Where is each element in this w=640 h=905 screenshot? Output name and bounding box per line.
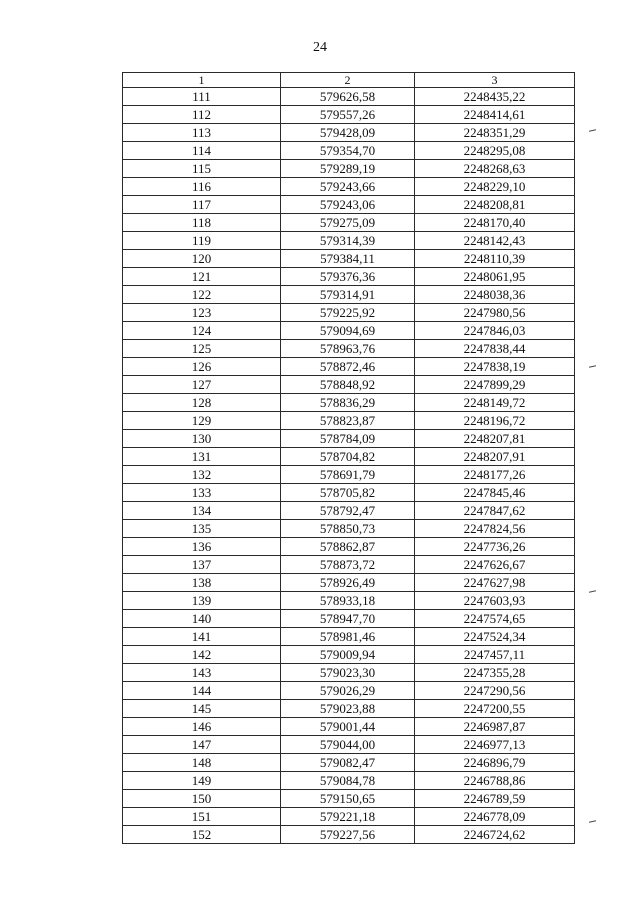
y-coordinate-cell: 2246987,87 xyxy=(415,718,575,736)
y-coordinate-cell: 2248142,43 xyxy=(415,232,575,250)
y-coordinate-cell: 2247290,56 xyxy=(415,682,575,700)
point-number-cell: 120 xyxy=(123,250,281,268)
x-coordinate-cell: 578850,73 xyxy=(281,520,415,538)
point-number-cell: 111 xyxy=(123,88,281,106)
y-coordinate-cell: 2246724,62 xyxy=(415,826,575,844)
x-coordinate-cell: 578963,76 xyxy=(281,340,415,358)
x-coordinate-cell: 579023,30 xyxy=(281,664,415,682)
y-coordinate-cell: 2247355,28 xyxy=(415,664,575,682)
point-number-cell: 115 xyxy=(123,160,281,178)
point-number-cell: 113 xyxy=(123,124,281,142)
table-row xyxy=(123,790,575,808)
x-coordinate-cell: 578872,46 xyxy=(281,358,415,376)
point-number-cell: 149 xyxy=(123,772,281,790)
x-coordinate-cell: 578705,82 xyxy=(281,484,415,502)
table-row xyxy=(123,448,575,466)
y-coordinate-cell: 2246977,13 xyxy=(415,736,575,754)
y-coordinate-cell: 2248207,81 xyxy=(415,430,575,448)
y-coordinate-cell: 2247980,56 xyxy=(415,304,575,322)
point-number-cell: 136 xyxy=(123,538,281,556)
x-coordinate-cell: 579384,11 xyxy=(281,250,415,268)
margin-mark xyxy=(589,820,596,822)
point-number-cell: 146 xyxy=(123,718,281,736)
point-number-cell: 125 xyxy=(123,340,281,358)
y-coordinate-cell: 2248110,39 xyxy=(415,250,575,268)
point-number-cell: 135 xyxy=(123,520,281,538)
point-number-cell: 143 xyxy=(123,664,281,682)
table-row xyxy=(123,124,575,142)
y-coordinate-cell: 2247627,98 xyxy=(415,574,575,592)
x-coordinate-cell: 579094,69 xyxy=(281,322,415,340)
point-number-cell: 122 xyxy=(123,286,281,304)
y-coordinate-cell: 2246789,59 xyxy=(415,790,575,808)
table-row xyxy=(123,286,575,304)
table-row xyxy=(123,340,575,358)
point-number-cell: 129 xyxy=(123,412,281,430)
point-number-cell: 141 xyxy=(123,628,281,646)
y-coordinate-cell: 2247626,67 xyxy=(415,556,575,574)
column-header-1: 1 xyxy=(123,73,281,88)
table-row xyxy=(123,754,575,772)
point-number-cell: 133 xyxy=(123,484,281,502)
table-row xyxy=(123,772,575,790)
y-coordinate-cell: 2247574,65 xyxy=(415,610,575,628)
point-number-cell: 145 xyxy=(123,700,281,718)
x-coordinate-cell: 579026,29 xyxy=(281,682,415,700)
y-coordinate-cell: 2247736,26 xyxy=(415,538,575,556)
table-row xyxy=(123,610,575,628)
x-coordinate-cell: 578823,87 xyxy=(281,412,415,430)
point-number-cell: 119 xyxy=(123,232,281,250)
x-coordinate-cell: 579314,39 xyxy=(281,232,415,250)
x-coordinate-cell: 579376,36 xyxy=(281,268,415,286)
y-coordinate-cell: 2247200,55 xyxy=(415,700,575,718)
point-number-cell: 137 xyxy=(123,556,281,574)
table-row xyxy=(123,628,575,646)
table-row xyxy=(123,538,575,556)
x-coordinate-cell: 579243,06 xyxy=(281,196,415,214)
x-coordinate-cell: 578704,82 xyxy=(281,448,415,466)
margin-mark xyxy=(589,590,596,592)
point-number-cell: 130 xyxy=(123,430,281,448)
x-coordinate-cell: 579243,66 xyxy=(281,178,415,196)
x-coordinate-cell: 579354,70 xyxy=(281,142,415,160)
table-row xyxy=(123,268,575,286)
table-row xyxy=(123,214,575,232)
x-coordinate-cell: 578981,46 xyxy=(281,628,415,646)
table-row xyxy=(123,232,575,250)
point-number-cell: 124 xyxy=(123,322,281,340)
table-row xyxy=(123,322,575,340)
y-coordinate-cell: 2248229,10 xyxy=(415,178,575,196)
y-coordinate-cell: 2248207,91 xyxy=(415,448,575,466)
table-row xyxy=(123,592,575,610)
x-coordinate-cell: 579001,44 xyxy=(281,718,415,736)
y-coordinate-cell: 2247524,34 xyxy=(415,628,575,646)
x-coordinate-cell: 578873,72 xyxy=(281,556,415,574)
table-row xyxy=(123,700,575,718)
header-row xyxy=(123,73,575,88)
table-row xyxy=(123,520,575,538)
point-number-cell: 134 xyxy=(123,502,281,520)
y-coordinate-cell: 2248295,08 xyxy=(415,142,575,160)
x-coordinate-cell: 579225,92 xyxy=(281,304,415,322)
x-coordinate-cell: 579221,18 xyxy=(281,808,415,826)
y-coordinate-cell: 2248351,29 xyxy=(415,124,575,142)
y-coordinate-cell: 2247457,11 xyxy=(415,646,575,664)
table-row xyxy=(123,88,575,106)
x-coordinate-cell: 578836,29 xyxy=(281,394,415,412)
x-coordinate-cell: 579557,26 xyxy=(281,106,415,124)
x-coordinate-cell: 579275,09 xyxy=(281,214,415,232)
y-coordinate-cell: 2248268,63 xyxy=(415,160,575,178)
y-coordinate-cell: 2246778,09 xyxy=(415,808,575,826)
table-row xyxy=(123,502,575,520)
x-coordinate-cell: 579009,94 xyxy=(281,646,415,664)
y-coordinate-cell: 2248177,26 xyxy=(415,466,575,484)
x-coordinate-cell: 578848,92 xyxy=(281,376,415,394)
x-coordinate-cell: 579044,00 xyxy=(281,736,415,754)
page-number: 24 xyxy=(313,40,327,55)
table-row xyxy=(123,412,575,430)
column-header-2: 2 xyxy=(281,73,415,88)
y-coordinate-cell: 2247847,62 xyxy=(415,502,575,520)
y-coordinate-cell: 2247824,56 xyxy=(415,520,575,538)
table-row xyxy=(123,250,575,268)
table-row xyxy=(123,682,575,700)
point-number-cell: 126 xyxy=(123,358,281,376)
margin-mark xyxy=(589,129,596,131)
point-number-cell: 128 xyxy=(123,394,281,412)
table-row xyxy=(123,160,575,178)
point-number-cell: 152 xyxy=(123,826,281,844)
y-coordinate-cell: 2247845,46 xyxy=(415,484,575,502)
table-row xyxy=(123,826,575,844)
coordinates-table xyxy=(122,72,575,844)
x-coordinate-cell: 579082,47 xyxy=(281,754,415,772)
x-coordinate-cell: 579626,58 xyxy=(281,88,415,106)
y-coordinate-cell: 2248061,95 xyxy=(415,268,575,286)
point-number-cell: 138 xyxy=(123,574,281,592)
column-header-3: 3 xyxy=(415,73,575,88)
table-header xyxy=(123,73,575,88)
table-row xyxy=(123,394,575,412)
table-row xyxy=(123,646,575,664)
point-number-cell: 117 xyxy=(123,196,281,214)
point-number-cell: 123 xyxy=(123,304,281,322)
table-body xyxy=(123,88,575,844)
y-coordinate-cell: 2247838,44 xyxy=(415,340,575,358)
table-row xyxy=(123,142,575,160)
y-coordinate-cell: 2248038,36 xyxy=(415,286,575,304)
x-coordinate-cell: 578933,18 xyxy=(281,592,415,610)
table-row xyxy=(123,556,575,574)
table-row xyxy=(123,106,575,124)
point-number-cell: 127 xyxy=(123,376,281,394)
point-number-cell: 139 xyxy=(123,592,281,610)
y-coordinate-cell: 2248149,72 xyxy=(415,394,575,412)
point-number-cell: 140 xyxy=(123,610,281,628)
x-coordinate-cell: 579227,56 xyxy=(281,826,415,844)
y-coordinate-cell: 2247838,19 xyxy=(415,358,575,376)
x-coordinate-cell: 578947,70 xyxy=(281,610,415,628)
point-number-cell: 132 xyxy=(123,466,281,484)
point-number-cell: 131 xyxy=(123,448,281,466)
table-row xyxy=(123,574,575,592)
point-number-cell: 116 xyxy=(123,178,281,196)
table-row xyxy=(123,304,575,322)
x-coordinate-cell: 578784,09 xyxy=(281,430,415,448)
x-coordinate-cell: 578862,87 xyxy=(281,538,415,556)
table-row xyxy=(123,718,575,736)
y-coordinate-cell: 2248435,22 xyxy=(415,88,575,106)
table-row xyxy=(123,178,575,196)
x-coordinate-cell: 579314,91 xyxy=(281,286,415,304)
margin-mark xyxy=(589,365,596,367)
point-number-cell: 147 xyxy=(123,736,281,754)
table-row xyxy=(123,376,575,394)
table-row xyxy=(123,196,575,214)
point-number-cell: 144 xyxy=(123,682,281,700)
point-number-cell: 114 xyxy=(123,142,281,160)
x-coordinate-cell: 578792,47 xyxy=(281,502,415,520)
x-coordinate-cell: 578691,79 xyxy=(281,466,415,484)
y-coordinate-cell: 2247603,93 xyxy=(415,592,575,610)
y-coordinate-cell: 2248170,40 xyxy=(415,214,575,232)
x-coordinate-cell: 579428,09 xyxy=(281,124,415,142)
point-number-cell: 121 xyxy=(123,268,281,286)
point-number-cell: 150 xyxy=(123,790,281,808)
y-coordinate-cell: 2248208,81 xyxy=(415,196,575,214)
y-coordinate-cell: 2247846,03 xyxy=(415,322,575,340)
table-row xyxy=(123,466,575,484)
x-coordinate-cell: 578926,49 xyxy=(281,574,415,592)
x-coordinate-cell: 579150,65 xyxy=(281,790,415,808)
point-number-cell: 112 xyxy=(123,106,281,124)
point-number-cell: 148 xyxy=(123,754,281,772)
y-coordinate-cell: 2248196,72 xyxy=(415,412,575,430)
table-row xyxy=(123,736,575,754)
table-row xyxy=(123,358,575,376)
table-row xyxy=(123,430,575,448)
point-number-cell: 151 xyxy=(123,808,281,826)
y-coordinate-cell: 2247899,29 xyxy=(415,376,575,394)
x-coordinate-cell: 579289,19 xyxy=(281,160,415,178)
y-coordinate-cell: 2248414,61 xyxy=(415,106,575,124)
point-number-cell: 118 xyxy=(123,214,281,232)
x-coordinate-cell: 579084,78 xyxy=(281,772,415,790)
point-number-cell: 142 xyxy=(123,646,281,664)
y-coordinate-cell: 2246788,86 xyxy=(415,772,575,790)
y-coordinate-cell: 2246896,79 xyxy=(415,754,575,772)
x-coordinate-cell: 579023,88 xyxy=(281,700,415,718)
table-row xyxy=(123,484,575,502)
table-row xyxy=(123,664,575,682)
table-row xyxy=(123,808,575,826)
